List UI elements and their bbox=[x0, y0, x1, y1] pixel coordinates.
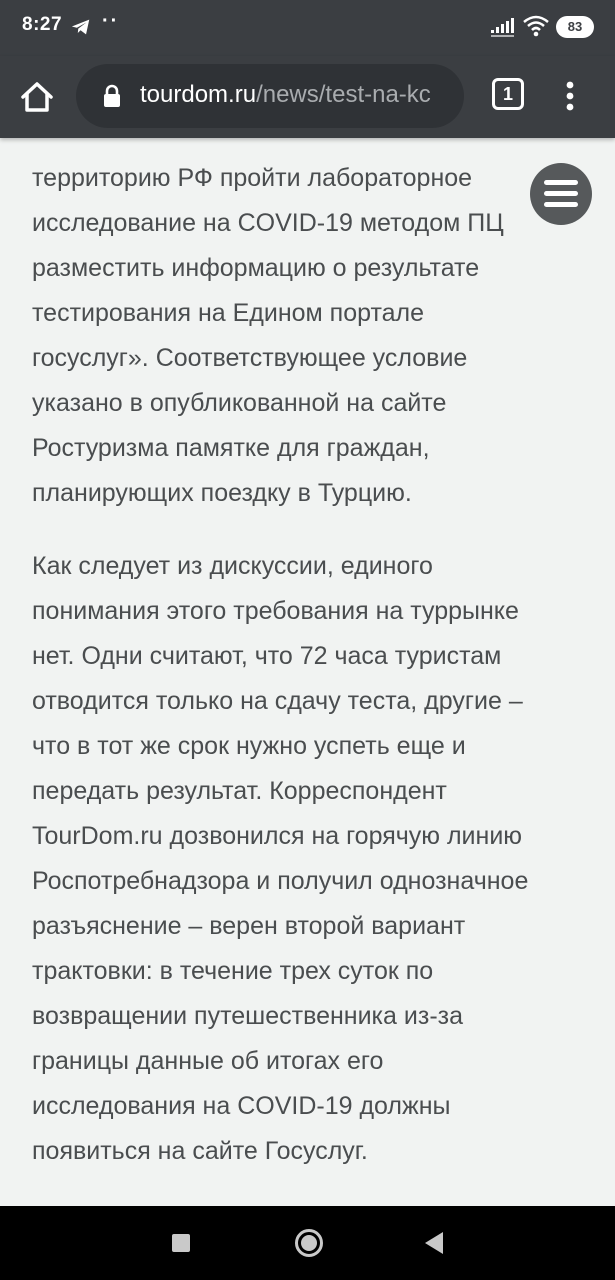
article-line: планирующих поездку в Турцию. bbox=[32, 479, 412, 507]
tab-switcher-button[interactable]: 1 bbox=[492, 78, 524, 110]
article-line: разместить информацию о результате bbox=[32, 254, 480, 282]
article-line: отводится только на сдачу теста, другие – bbox=[32, 687, 523, 715]
article-line: разъяснение – верен второй вариант bbox=[32, 912, 466, 940]
article-line: понимания этого требования на туррынке bbox=[32, 597, 519, 625]
article-line: возвращении путешественника из-за bbox=[32, 1002, 464, 1030]
article-line: появиться на сайте Госуслуг. bbox=[32, 1137, 368, 1165]
browser-toolbar bbox=[0, 56, 615, 138]
article-paragraph bbox=[32, 138, 504, 516]
article-line: исследование на COVID-19 методом ПЦ bbox=[32, 209, 504, 237]
status-bar bbox=[0, 0, 615, 56]
more-dots-icon: ·· bbox=[102, 10, 120, 32]
address-bar[interactable] bbox=[76, 64, 464, 128]
overflow-menu-icon[interactable] bbox=[558, 76, 582, 116]
article-line: что в тот же срок нужно успеть еще и bbox=[32, 732, 466, 760]
url-path: /news/test-na-kc bbox=[256, 81, 431, 108]
battery-indicator: 83 bbox=[556, 16, 594, 38]
system-navigation-bar bbox=[0, 1206, 615, 1280]
home-circle-icon[interactable] bbox=[295, 1229, 323, 1257]
article-line: исследования на COVID-19 должны bbox=[32, 1092, 451, 1120]
hamburger-menu-button[interactable] bbox=[530, 163, 592, 225]
back-triangle-icon[interactable] bbox=[425, 1232, 443, 1254]
article-line: границы данные об итогах его bbox=[32, 1047, 384, 1075]
article-line: территорию РФ пройти лабораторное bbox=[32, 164, 473, 192]
article-line: Ростуризма памятке для граждан, bbox=[32, 434, 430, 462]
page-content[interactable] bbox=[0, 138, 615, 1206]
url-host: tourdom.ru bbox=[140, 81, 257, 108]
url-text[interactable] bbox=[140, 81, 452, 109]
recents-square-icon[interactable] bbox=[172, 1234, 190, 1252]
wifi-icon bbox=[522, 14, 550, 38]
article-line: TourDom.ru дозвонился на горячую линию bbox=[32, 822, 523, 850]
article-line: трактовки: в течение трех суток по bbox=[32, 957, 434, 985]
article-line-partial bbox=[32, 138, 504, 156]
article-line: госуслуг». Соответствующее условие bbox=[32, 344, 468, 372]
article-line: указано в опубликованной на сайте bbox=[32, 389, 447, 417]
status-time: 8:27 bbox=[22, 14, 63, 35]
article-line: передать результат. Корреспондент bbox=[32, 777, 447, 805]
home-icon[interactable] bbox=[18, 78, 56, 116]
article-paragraph bbox=[32, 544, 528, 1174]
article-line: Как следует из дискуссии, единого bbox=[32, 552, 433, 580]
signal-icon bbox=[491, 16, 517, 38]
article-line: Роспотребнадзора и получил однозначное bbox=[32, 867, 529, 895]
lock-icon bbox=[102, 84, 122, 108]
article-line: тестирования на Едином портале bbox=[32, 299, 425, 327]
article-line: нет. Одни считают, что 72 часа туристам bbox=[32, 642, 502, 670]
telegram-icon bbox=[70, 16, 92, 38]
